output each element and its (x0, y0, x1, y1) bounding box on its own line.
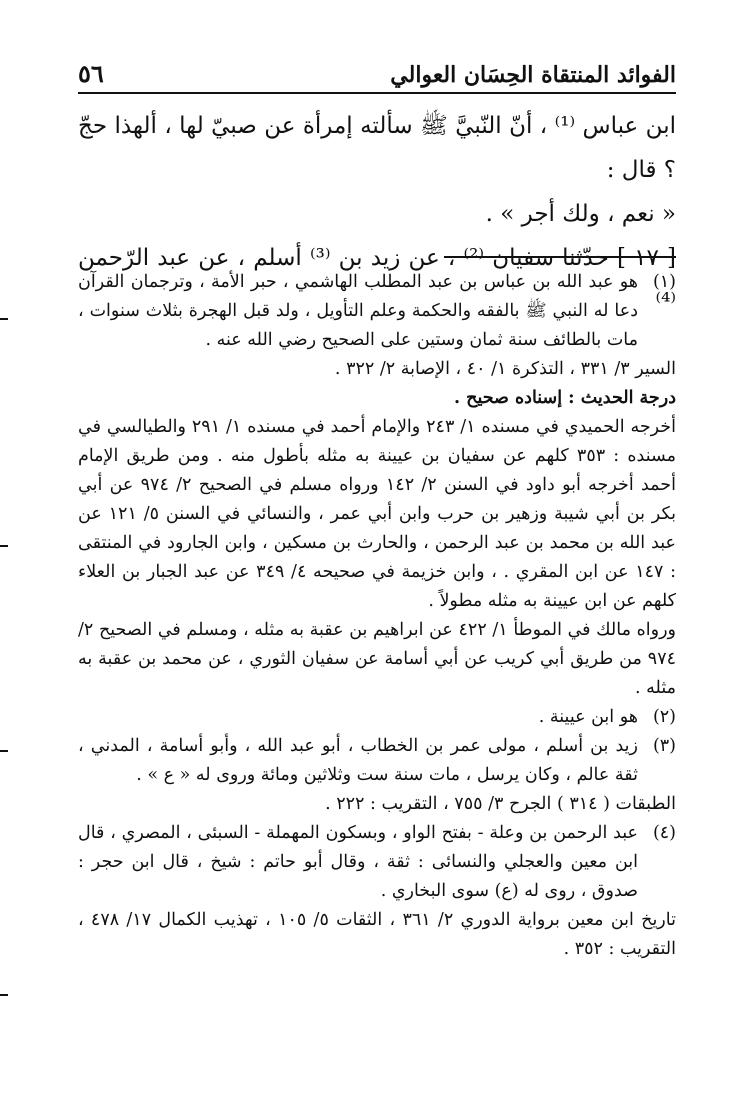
main-line-2: « نعم ، ولك أجر » . (485, 201, 676, 227)
page-number: ٥٦ (78, 59, 104, 88)
page-header (78, 48, 676, 94)
hadith-17-chain: [ ١٧ ] حدّثنا سفيان ⁽²⁾ ، عن زيد بن ⁽³⁾ أسلم ، عن عبد الرّحمن ⁽⁴⁾ (78, 245, 676, 315)
footnote-3 (78, 732, 676, 790)
footnote-1-references: السير ٣/ ٣٣١ ، التذكرة ١/ ٤٠ ، الإصابة ٢/ ٣٢٢ . (334, 359, 676, 379)
footnote-number: (٤) (652, 823, 676, 843)
scan-edge-mark (0, 750, 8, 752)
main-line-1: ابن عباس ⁽¹⁾ ، أنّ النّبيَّ ﷺ سألته إمرأة عن صبيّ لها ، ألهذا حجّ ؟ قال : (78, 113, 676, 183)
footnote-3-references: الطبقات ( ٣١٤ ) الجرح ٣/ ٧٥٥ ، التقريب : ٢٢٢ . (325, 794, 676, 814)
footnote-text: عبد الرحمن بن وعلة - بفتح الواو ، وبسكون المهملة - السبئى ، المصري ، قال ابن معين والعجلي والنسائى : ثقة ، وقال أبو حاتم : شيخ ، قال ابن حجر : صدوق ، روى له (ع) سوى البخاري . (78, 823, 638, 901)
running-title: الفوائد المنتقاة الحِسَان العوالي (390, 62, 676, 88)
footnote-number: (٢) (652, 707, 676, 727)
footnotes (78, 268, 676, 964)
footnote-text: هو عبد الله بن عباس بن عبد المطلب الهاشمي ، حبر الأمة ، وترجمان القرآن دعا له النبي ﷺ بالفقه والحكمة وعلم التأويل ، ولد قبل الهجرة بثلاث سنوات ، مات بالطائف سنة ثمان وستين على الصحيح رضي الله عنه . (78, 272, 638, 350)
footnote-4-references: تاريخ ابن معين برواية الدوري ٢/ ٣٦١ ، الثقات ٥/ ١٠٥ ، تهذيب الكمال ١٧/ ٤٧٨ ، التقريب : ٣٥٢ . (78, 910, 676, 959)
takhrij-paragraph-1: أخرجه الحميدي في مسنده ١/ ٢٤٣ والإمام أحمد في مسنده ١/ ٢٩١ والطيالسي في مسنده : ٣٥٣ كلهم عن سفيان بن عيينة به مثله بأطول منه . ومن طريق الإمام أحمد أخرجه أبو داود في السنن ٢/ ١٤٢ ورواه مسلم في الصحيح ٢/ ٩٧٤ عن أبي بكر بن أبي شيبة وزهير بن حرب وابن أبي عمر ، والنسائي في السنن ٥/ ١٢١ عن عبد الله بن محمد بن عبد الرحمن ، والحارث بن مسكين ، وابن الجارود في المنتقى : ١٤٧ عن ابن المقري . ، وابن خزيمة في صحيحه ٤/ ٣٤٩ عن عبد الجبار بن العلاء كلهم عن ابن عيينة به مثله مطولاً . (78, 417, 677, 611)
footnote-divider (444, 256, 676, 258)
hadith-grade: درجة الحديث : إسناده صحيح . (453, 388, 676, 408)
footnote-1 (78, 268, 676, 355)
scan-edge-mark (0, 545, 8, 547)
footnote-text: هو ابن عيينة . (538, 707, 638, 727)
footnote-number: (١) (652, 272, 676, 292)
scan-edge-mark (0, 994, 8, 996)
scan-edge-mark (0, 318, 8, 320)
footnote-text: زيد بن أسلم ، مولى عمر بن الخطاب ، أبو عبد الله ، وأبو أسامة ، المدني ، ثقة عالم ، وكان يرسل ، مات سنة ست وثلاثين ومائة وروى له « ع » . (78, 736, 638, 785)
footnote-4 (78, 819, 676, 906)
takhrij-paragraph-2: ورواه مالك في الموطأ ١/ ٤٢٢ عن ابراهيم بن عقبة به مثله ، ومسلم في الصحيح ٢/ ٩٧٤ من طريق أبي كريب عن أبي أسامة عن سفيان الثوري ، عن محمد بن عقبة به مثله . (78, 620, 676, 698)
footnote-2 (78, 703, 676, 732)
footnote-number: (٣) (652, 736, 676, 756)
